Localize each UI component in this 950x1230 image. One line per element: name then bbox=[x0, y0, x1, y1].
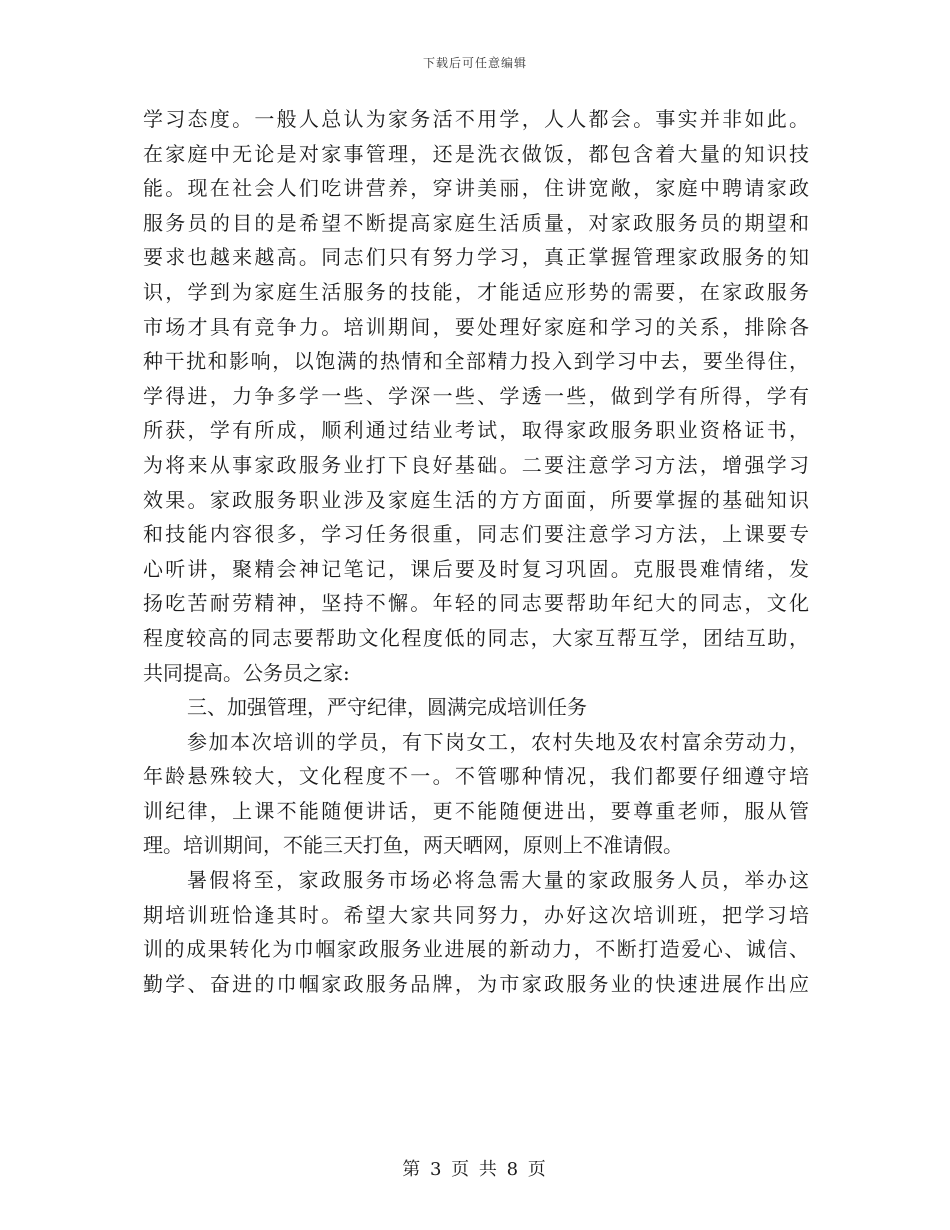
paragraph-line: 和技能内容很多，学习任务很重，同志们要注意学习方法，上课要专 bbox=[143, 522, 809, 547]
paragraph-line: 程度较高的同志要帮助文化程度低的同志，大家互帮互学，团结互助， bbox=[143, 625, 809, 650]
paragraph-line: 服务员的目的是希望不断提高家庭生活质量，对家政服务员的期望和 bbox=[143, 210, 809, 235]
paragraph-line: 学得进，力争多学一些、学深一些、学透一些，做到学有所得，学有 bbox=[143, 383, 809, 408]
paragraph-line: 扬吃苦耐劳精神，坚持不懈。年轻的同志要帮助年纪大的同志，文化 bbox=[143, 591, 809, 616]
paragraph-line: 在家庭中无论是对家事管理，还是洗衣做饭，都包含着大量的知识技 bbox=[143, 141, 809, 166]
paragraph-line: 识，学到为家庭生活服务的技能，才能适应形势的需要，在家政服务 bbox=[143, 279, 809, 304]
paragraph-line: 暑假将至，家政服务市场必将急需大量的家政服务人员，举办这 bbox=[187, 868, 809, 893]
paragraph-line: 理。培训期间，不能三天打鱼，两天晒网，原则上不准请假。 bbox=[143, 833, 683, 858]
paragraph-line: 学习态度。一般人总认为家务活不用学，人人都会。事实并非如此。 bbox=[143, 107, 809, 131]
paragraph-line: 勤学、奋进的巾帼家政服务品牌，为市家政服务业的快速进展作出应 bbox=[143, 971, 809, 996]
section-heading: 三、加强管理，严守纪律，圆满完成培训任务 bbox=[187, 695, 587, 720]
paragraph-line: 为将来从事家政服务业打下良好基础。二要注意学习方法，增强学习 bbox=[143, 452, 809, 477]
paragraph-line: 共同提高。公务员之家: bbox=[143, 660, 350, 685]
paragraph-line: 训纪律，上课不能随便讲话，更不能随便进出，要尊重老师，服从管 bbox=[143, 798, 809, 823]
paragraph-line: 市场才具有竞争力。培训期间，要处理好家庭和学习的关系，排除各 bbox=[143, 314, 809, 339]
paragraph-line: 年龄悬殊较大，文化程度不一。不管哪种情况，我们都要仔细遵守培 bbox=[143, 764, 809, 789]
paragraph-line: 所获，学有所成，顺利通过结业考试，取得家政服务职业资格证书， bbox=[143, 418, 809, 443]
paragraph-line: 要求也越来越高。同志们只有努力学习，真正掌握管理家政服务的知 bbox=[143, 245, 809, 270]
paragraph-line: 种干扰和影响，以饱满的热情和全部精力投入到学习中去，要坐得住， bbox=[143, 349, 809, 374]
body-text bbox=[143, 102, 809, 1001]
paragraph-line: 效果。家政服务职业涉及家庭生活的方方面面，所要掌握的基础知识 bbox=[143, 487, 809, 512]
paragraph-line: 训的成果转化为巾帼家政服务业进展的新动力，不断打造爱心、诚信、 bbox=[143, 937, 809, 962]
page-header: 下载后可任意编辑 bbox=[422, 56, 527, 70]
paragraph-line: 参加本次培训的学员，有下岗女工，农村失地及农村富余劳动力， bbox=[187, 729, 809, 754]
paragraph-line: 期培训班恰逢其时。希望大家共同努力，办好这次培训班，把学习培 bbox=[143, 902, 809, 927]
paragraph-line: 心听讲，聚精会神记笔记，课后要及时复习巩固。克服畏难情绪，发 bbox=[143, 556, 809, 581]
page-number-footer: 第 3 页 共 8 页 bbox=[402, 1159, 548, 1180]
paragraph-line: 能。现在社会人们吃讲营养，穿讲美丽，住讲宽敞，家庭中聘请家政 bbox=[143, 176, 809, 201]
